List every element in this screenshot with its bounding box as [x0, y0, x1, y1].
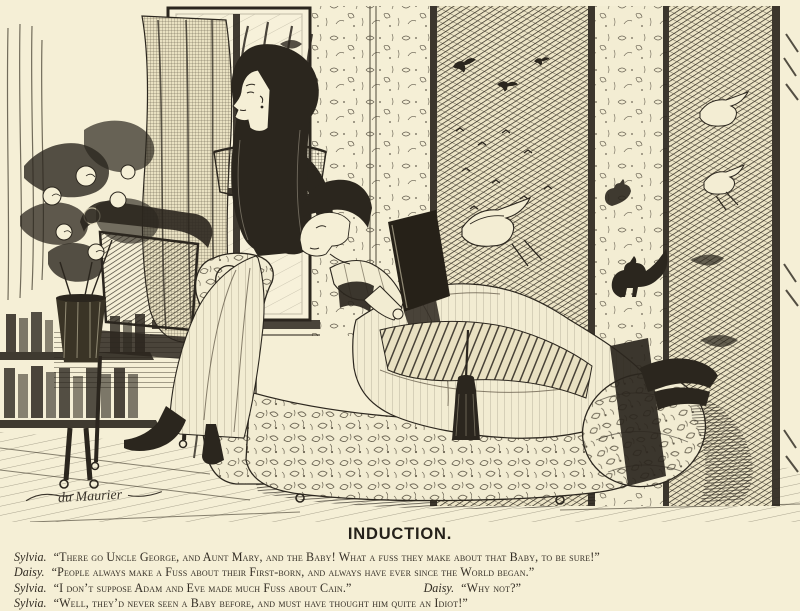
hand — [393, 309, 403, 319]
caption-block — [14, 550, 794, 611]
speaker-name: Sylvia. — [14, 550, 47, 564]
dialogue-text: “I don’t suppose Adam and Eve made much Fuss about Cain.” — [53, 580, 352, 595]
dialogue-text: “There go Uncle George, and Aunt Mary, and the Baby! What a fuss they make about that Baby, to be sure!” — [53, 550, 600, 564]
dialogue-text: “Why not?” — [461, 580, 522, 595]
vase — [56, 294, 106, 362]
earring — [261, 106, 264, 109]
speaker-name: Daisy. — [423, 580, 455, 595]
caption-line — [14, 581, 794, 596]
dialogue-text: “People always make a Fuss about their First-born, and always have ever since the World began.” — [51, 565, 535, 580]
shelf — [0, 420, 160, 428]
caption-line — [14, 550, 794, 565]
speaker-name: Daisy. — [14, 565, 45, 580]
caption-line — [14, 596, 794, 611]
plate-title: INDUCTION. — [347, 525, 453, 543]
hair — [231, 44, 318, 254]
speaker-name: Sylvia. — [14, 595, 47, 610]
dialogue-text: “Well, they’d never seen a Baby before, and must have thought him quite an Idiot!” — [53, 595, 468, 610]
caption-line — [14, 565, 794, 580]
speaker-name: Sylvia. — [14, 580, 47, 595]
svg-text:du Maurier: du Maurier — [57, 487, 123, 507]
